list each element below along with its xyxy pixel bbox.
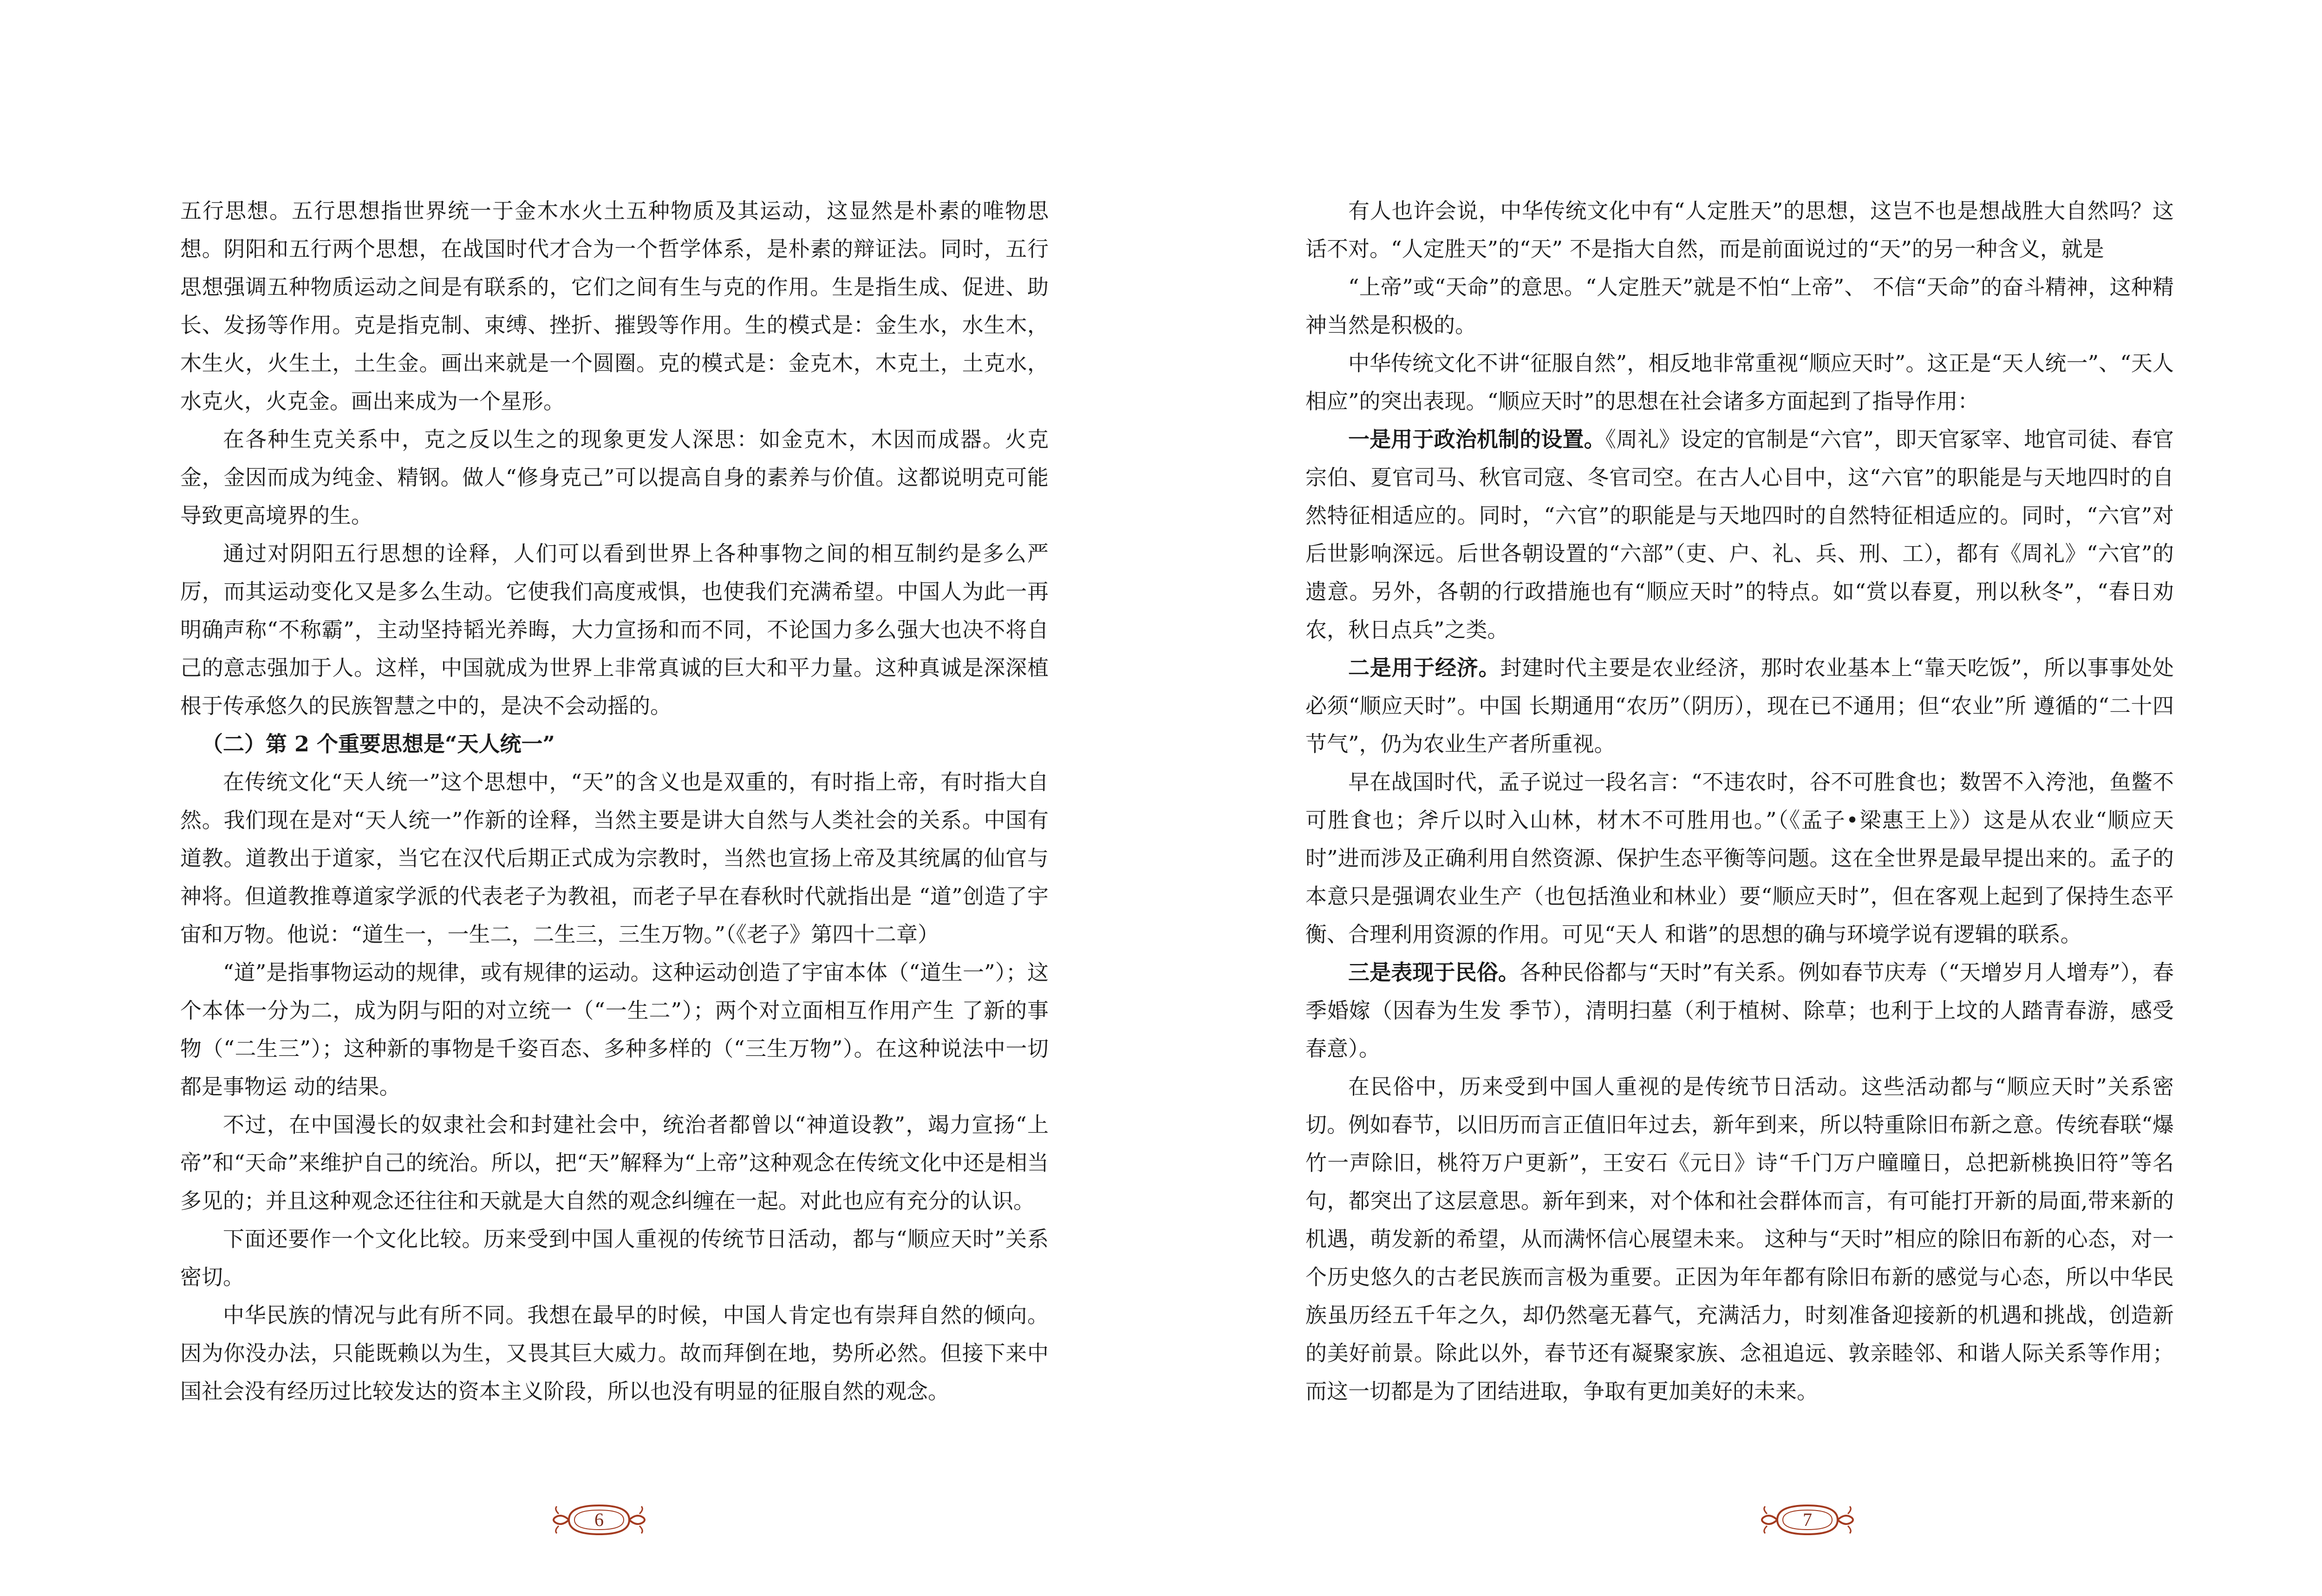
paragraph: 通过对阴阳五行思想的诠释，人们可以看到世界上各种事物之间的相互制约是多么严厉，而其运动变化又是多么生动。它使我们高度戒惧，也使我们充满希望。中国人为此一再明确声称“不称霸”，主动坚持韬光养晦，大力宣扬和而不同，不论国力多么强大也决不将自己的意志强加于人。这样，中国就成为世界上非常真诚的巨大和平力量。这种真诚是深深植根于传承悠久的民族智慧之中的，是决不会动摇的。 <box>180 541 1049 718</box>
paragraph: 中华传统文化不讲“征服自然”，相反地非常重视“顺应天时”。这正是“天人统一”、“天人相应”的突出表现。“顺应天时”的思想在社会诸多方面起到了指导作用： <box>1305 351 2174 414</box>
paragraph: 五行思想。五行思想指世界统一于金木水火土五种物质及其运动，这显然是朴素的唯物思想。阴阳和五行两个思想，在战国时代才合为一个哲学体系，是朴素的辩证法。同时，五行思想强调五种物质运动之间是有联系的，它们之间有生与克的作用。生是指生成、促进、助长、发扬等作用。克是指克制、束缚、挫折、摧毁等作用。生的模式是：金生水，水生木，木生火，火生土，土生金。画出来就是一个圆圈。克的模式是：金克木，木克土，土克水，水克火，火克金。画出来成为一个星形。 <box>180 198 1049 414</box>
point-heading: 二是用于经济。 <box>1348 655 1500 680</box>
paragraph: “道”是指事物运动的规律，或有规律的运动。这种运动创造了宇宙本体（“道生一”）；这个本体一分为二，成为阴与阳的对立统一（“一生二”）；两个对立面相互作用产生 了新的事物（“二生三”）；这种新的事物是千姿百态、多种多样的（“三生万物”）。在这种说法中一切都是事物运 动的结果。 <box>180 960 1049 1099</box>
page-number: 7 <box>1803 1509 1812 1530</box>
paragraph: 下面还要作一个文化比较。历来受到中国人重视的传统节日活动，都与“顺应天时”关系密切。 <box>180 1226 1049 1290</box>
paragraph <box>1305 649 2174 763</box>
paragraph: 在传统文化“天人统一”这个思想中，“天”的含义也是双重的，有时指上帝，有时指大自然。我们现在是对“天人统一”作新的诠释，当然主要是讲大自然与人类社会的关系。中国有道教。道教出于道家，当它在汉代后期正式成为宗教时，当然也宣扬上帝及其统属的仙官与神将。但道教推尊道家学派的代表老子为教祖，而老子早在春秋时代就指出是 “道”创造了宇宙和万物。他说：“道生一，一生二，二生三，三生万物。”（《老子》第四十二章） <box>180 769 1049 947</box>
left-text-block <box>180 192 1049 1410</box>
right-text-block <box>1305 192 2174 1410</box>
point-text: 各种民俗都与“天时”有关系。例如春节庆寿（“天增岁月人增寿”），春季婚嫁（因春为生发 季节），清明扫墓（利于植树、除草；也利于上坟的人踏青春游，感受春意）。 <box>1305 960 2174 1061</box>
paragraph: 有人也许会说，中华传统文化中有“人定胜天”的思想，这岂不也是想战胜大自然吗？这话不对。“人定胜天”的“天” 不是指大自然，而是前面说过的“天”的另一种含义，就是 <box>1305 198 2174 261</box>
paragraph: 不过，在中国漫长的奴隶社会和封建社会中，统治者都曾以“神道设教”，竭力宣扬“上帝”和“天命”来维护自己的统治。所以，把“天”解释为“上帝”这种观念在传统文化中还是相当多见的；并且这种观念还往往和天就是大自然的观念纠缠在一起。对此也应有充分的认识。 <box>180 1112 1049 1213</box>
paragraph: 在民俗中，历来受到中国人重视的是传统节日活动。这些活动都与“顺应天时”关系密切。例如春节，以旧历而言正值旧年过去，新年到来，所以特重除旧布新之意。传统春联“爆竹一声除旧，桃符万户更新”，王安石《元日》诗“千门万户曈曈日，总把新桃换旧符”等名句，都突出了这层意思。新年到来，对个体和社会群体而言，有可能打开新的局面,带来新的机遇，萌发新的希望，从而满怀信心展望未来。 这种与“天时”相应的除旧布新的心态，对一个历史悠久的古老民族而言极为重要。正因为年年都有除旧布新的感觉与心态，所以中华民族虽历经五千年之久，却仍然毫无暮气，充满活力，时刻准备迎接新的机遇和挑战，创造新的美好前景。除此以外，春节还有凝聚家族、念祖追远、敦亲睦邻、和谐人际关系等作用；而这一切都是为了团结进取，争取有更加美好的未来。 <box>1305 1074 2174 1404</box>
point-text: 封建时代主要是农业经济，那时农业基本上“靠天吃饭”，所以事事处处必须“顺应天时”。中国 长期通用“农历”（阴历），现在已不通用；但“农业”所 遵循的“二十四节气”，仍为农业生产者所重视。 <box>1305 655 2174 756</box>
section-heading: （二）第 2 个重要思想是“天人统一” <box>202 731 555 756</box>
point-text: 《周礼》设定的官制是“六官”，即天官冢宰、地官司徒、春官宗伯、夏官司马、秋官司寇、冬官司空。在古人心目中，这“六官”的职能是与天地四时的自然特征相适应的。同时，“六官”的职能是与天地四时的自然特征相适应的。同时，“六官”对后世影响深远。后世各朝设置的“六部”（吏、户、礼、兵、刑、工），都有《周礼》“六官”的遗意。另外，各朝的行政措施也有“顺应天时”的特点。如“赏以春夏，刑以秋冬”，“春日劝农，秋日点兵”之类。 <box>1305 427 2174 642</box>
point-heading: 一是用于政治机制的设置。 <box>1348 427 1605 452</box>
page-number: 6 <box>594 1509 604 1530</box>
paragraph: “上帝”或“天命”的意思。“人定胜天”就是不怕“上帝”、 不信“天命”的奋斗精神，这种精神当然是积极的。 <box>1305 274 2174 338</box>
paragraph: 中华民族的情况与此有所不同。我想在最早的时候，中国人肯定也有崇拜自然的倾向。因为你没办法，只能既赖以为生，又畏其巨大威力。故而拜倒在地，势所必然。但接下来中国社会没有经历过比较发达的资本主义阶段，所以也没有明显的征服自然的观念。 <box>180 1303 1049 1404</box>
paragraph <box>1305 420 2174 649</box>
right-page <box>1168 0 2322 1596</box>
paragraph <box>1305 953 2174 1068</box>
point-heading: 三是表现于民俗。 <box>1348 960 1520 985</box>
page-number-badge <box>550 1499 648 1541</box>
paragraph: 在各种生克关系中，克之反以生之的现象更发人深思：如金克木，木因而成器。火克金，金因而成为纯金、精钢。做人“修身克己”可以提高自身的素养与价值。这都说明克可能导致更高境界的生。 <box>180 427 1049 528</box>
page-number-badge <box>1759 1499 1856 1541</box>
paragraph: 早在战国时代，孟子说过一段名言：“不违农时，谷不可胜食也；数罟不入洿池，鱼鳖不可胜食也；斧斤以时入山林，材木不可胜用也。”（《孟子•梁惠王上》）这是从农业“顺应天时”进而涉及正确利用自然资源、保护生态平衡等问题。这在全世界是最早提出来的。孟子的本意只是强调农业生产（也包括渔业和林业）要“顺应天时”，但在客观上起到了保持生态平衡、合理利用资源的作用。可见“天人 和谐”的思想的确与环境学说有逻辑的联系。 <box>1305 769 2174 947</box>
